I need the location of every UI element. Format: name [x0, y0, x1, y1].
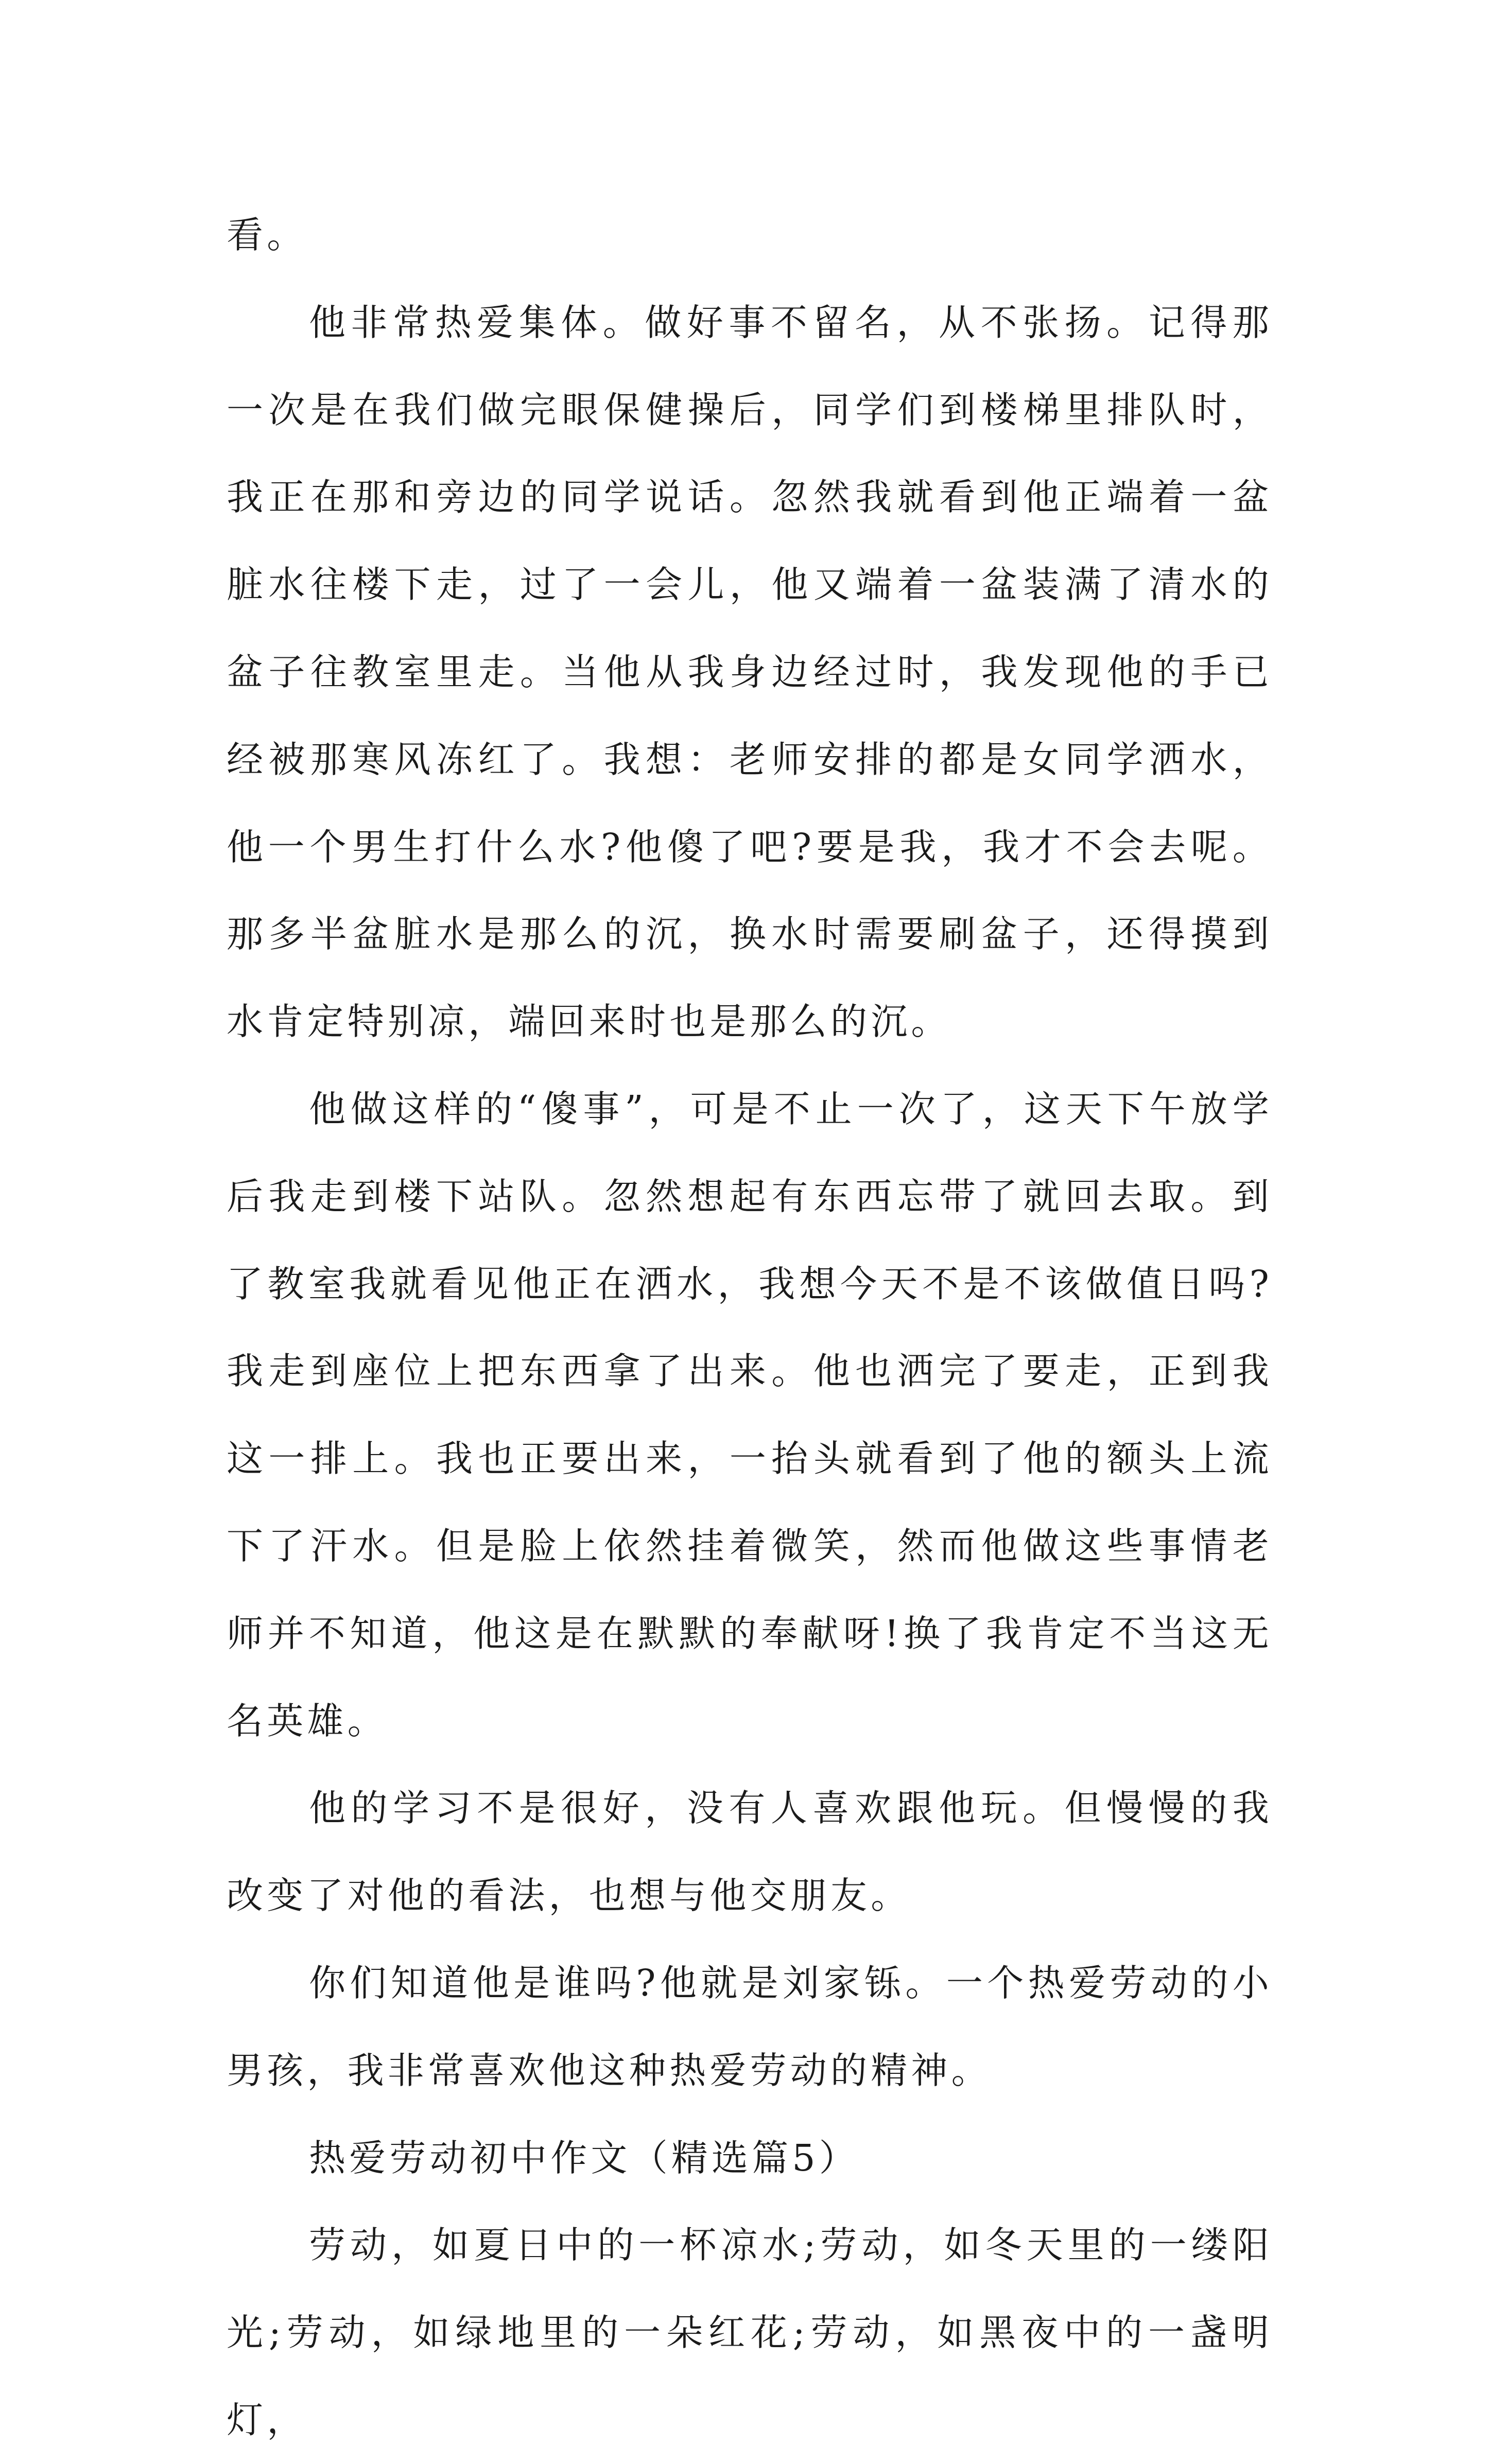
paragraph-continuation: 看。	[227, 214, 307, 256]
section-heading: 热爱劳动初中作文（精选篇5）	[309, 2136, 859, 2179]
paragraph-who-is-he: 你们知道他是谁吗?他就是刘家铄。一个热爱劳动的小男孩，我非常喜欢他这种热爱劳动的精神。	[227, 1961, 1273, 2092]
paragraph-changed-view: 他的学习不是很好，没有人喜欢跟他玩。但慢慢的我改变了对他的看法，也想与他交朋友。	[227, 1787, 1273, 1917]
paragraph-silly-deeds: 他做这样的“傻事”，可是不止一次了，这天下午放学后我走到楼下站队。忽然想起有东西忘带了就回去取。到了教室我就看见他正在洒水，我想今天不是不该做值日吗?我走到座位上把东西拿了出来。他也洒完了要走，正到我这一排上。我也正要出来，一抬头就看到了他的额头上流下了汗水。但是脸上依然挂着微笑，然而他做这些事情老师并不知道，他这是在默默的奉献呀!换了我肯定不当这无名英雄。	[227, 1087, 1273, 1742]
document-body	[227, 191, 1273, 2464]
paragraph-collective-spirit: 他非常热爱集体。做好事不留名，从不张扬。记得那一次是在我们做完眼保健操后，同学们到楼梯里排队时，我正在那和旁边的同学说话。忽然我就看到他正端着一盆脏水往楼下走，过了一会儿，他又端着一盆装满了清水的盆子往教室里走。当他从我身边经过时，我发现他的手已经被那寒风冻红了。我想：老师安排的都是女同学洒水，他一个男生打什么水?他傻了吧?要是我，我才不会去呢。那多半盆脏水是那么的沉，换水时需要刷盆子，还得摸到水肯定特别凉，端回来时也是那么的沉。	[227, 301, 1273, 1043]
paragraph-labor-metaphors: 劳动，如夏日中的一杯凉水;劳动，如冬天里的一缕阳光;劳动，如绿地里的一朵红花;劳动，如黑夜中的一盏明灯，	[227, 2224, 1273, 2441]
